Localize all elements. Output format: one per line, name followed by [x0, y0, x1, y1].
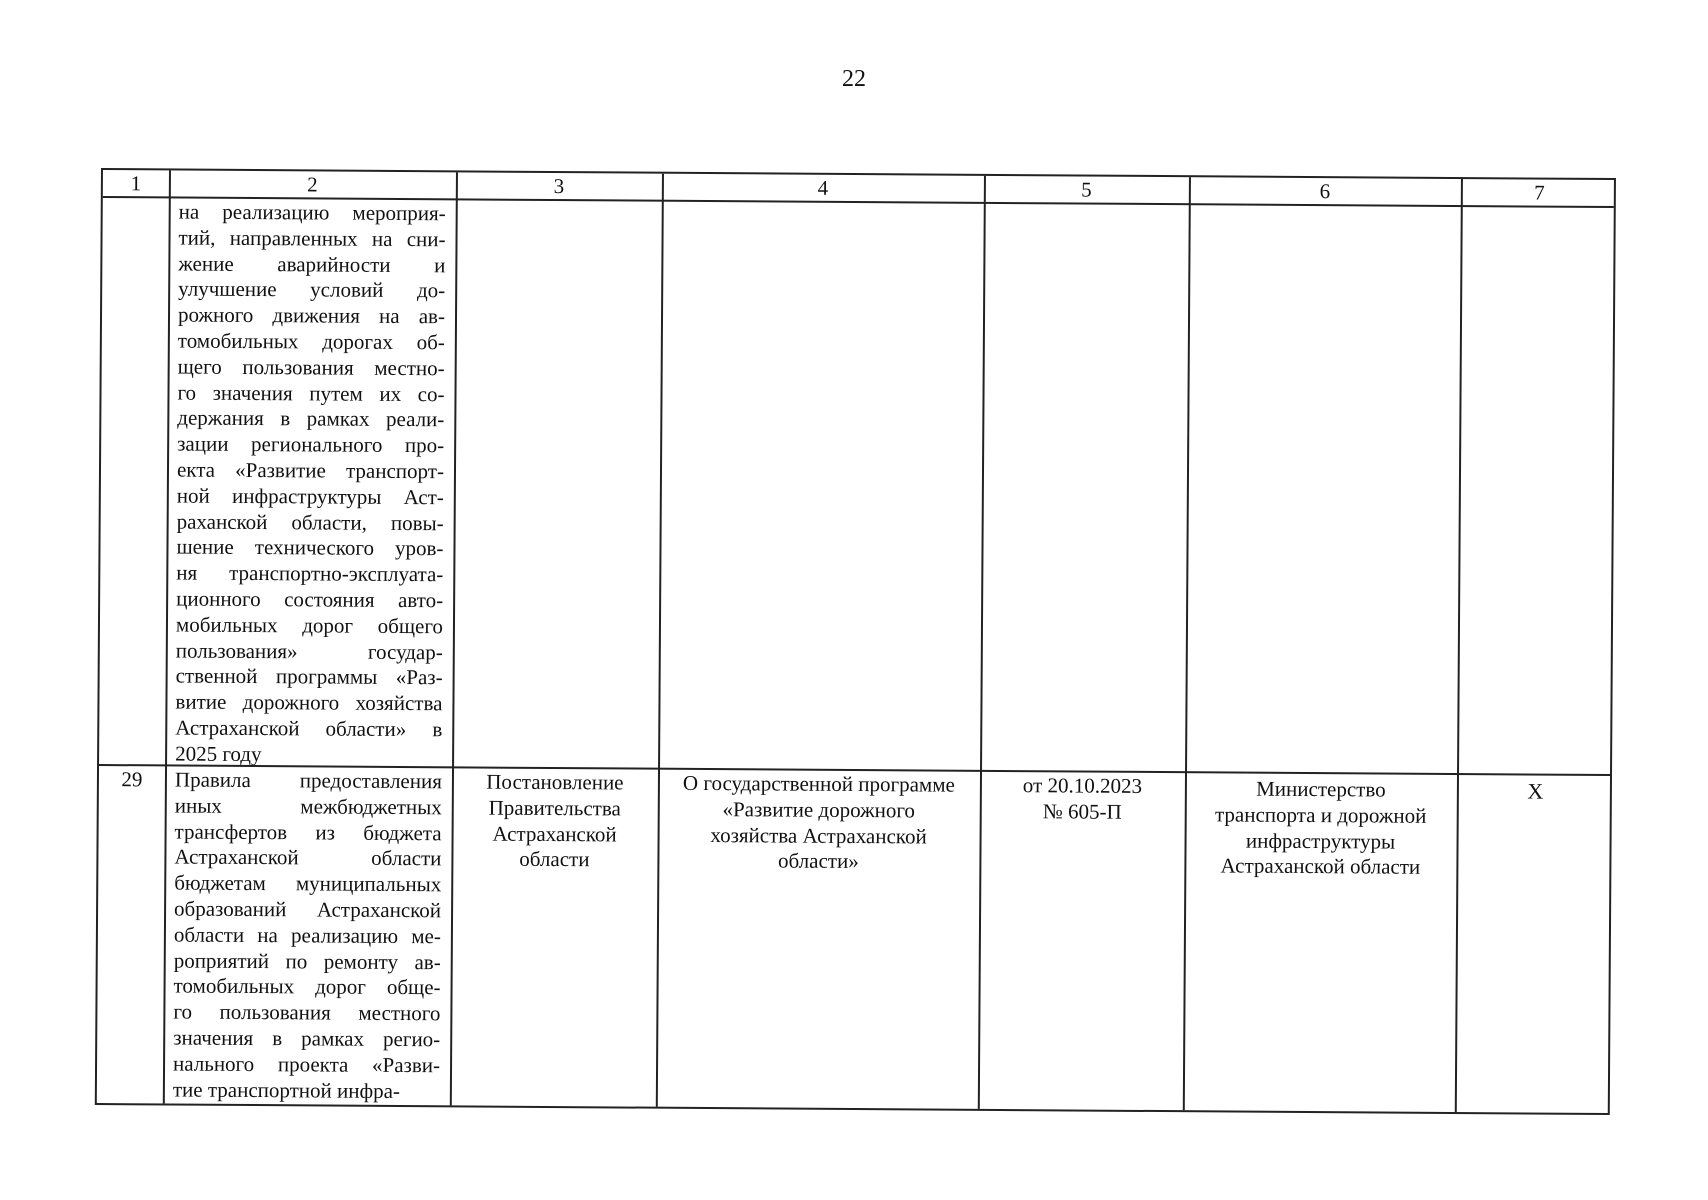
text-line: бюджетам муниципальных: [174, 870, 442, 897]
header-col-4: 4: [817, 175, 829, 200]
text-line: Постановление: [486, 769, 624, 795]
text-line: екта «Развитие транспорт-: [176, 457, 445, 484]
text-line: томобильных дорог обще-: [173, 973, 441, 1000]
text-line: тий, направленных на сни-: [178, 225, 446, 252]
text-line: области»: [777, 848, 859, 874]
text-line: иных межбюджетных: [174, 793, 442, 820]
document-table: [95, 168, 1616, 1115]
text-line: витие дорожного хозяйства: [175, 689, 443, 716]
column-divider: [978, 176, 986, 1109]
text-line: области на реализацию ме-: [173, 922, 441, 949]
text-line: держания в рамках реали-: [177, 405, 445, 432]
text-line: инфраструктуры: [1245, 828, 1396, 854]
row-29-col2-text: [163, 767, 452, 1104]
text-line: хозяйства Астраханской: [710, 822, 927, 849]
text-line: 2025 году: [175, 741, 262, 766]
text-line: области: [519, 847, 590, 872]
text-line: го значения путем их со-: [177, 380, 445, 406]
text-line: улучшение условий до-: [178, 276, 446, 303]
header-col-2: 2: [307, 172, 318, 197]
text-line: томобильных дорогах об-: [177, 328, 445, 355]
text-line: Астраханской области: [174, 844, 442, 871]
column-divider: [656, 174, 664, 1107]
text-line: зации регионального про-: [177, 431, 445, 458]
text-line: Правительства: [488, 795, 621, 821]
text-line: Астраханской области» в: [175, 715, 443, 742]
header-col-5: 5: [1081, 177, 1092, 202]
column-divider: [1455, 179, 1463, 1112]
header-col-3: 3: [553, 174, 565, 199]
text-line: Астраханской: [492, 821, 617, 847]
text-line: мобильных дорог общего: [175, 612, 444, 639]
row-29-responsible-body: [1184, 776, 1457, 881]
text-line: щего пользования местно-: [177, 354, 445, 381]
text-line: нального проекта «Разви-: [172, 1051, 441, 1078]
text-line: тие транспортной инфра-: [172, 1077, 401, 1103]
header-col-6: 6: [1319, 179, 1331, 204]
text-line: от 20.10.2023: [1022, 773, 1143, 798]
text-line: ственной программы «Раз-: [175, 663, 443, 690]
text-line: Астраханской области: [1220, 853, 1421, 880]
text-line: раханской области, повы-: [176, 509, 444, 535]
header-col-1: 1: [130, 171, 142, 196]
text-line: образований Астраханской: [174, 896, 442, 923]
text-line: «Развитие дорожного: [722, 796, 916, 823]
text-line: го пользования местного: [173, 999, 441, 1026]
text-line: № 605-П: [1042, 799, 1122, 824]
text-line: ционного состояния авто-: [176, 586, 444, 613]
row-29-document-title: [657, 771, 980, 876]
row-29-number: 29: [121, 767, 143, 792]
text-line: значения в рамках регио-: [173, 1025, 441, 1052]
column-divider: [1183, 177, 1191, 1110]
text-line: трансфертов из бюджета: [174, 819, 442, 845]
text-line: О государственной программе: [682, 770, 955, 797]
text-line: Министерство: [1256, 776, 1386, 802]
text-line: рожного движения на ав-: [177, 302, 446, 329]
row-29-document-date: [980, 773, 1185, 826]
header-col-7: 7: [1534, 180, 1545, 205]
text-line: роприятий по ремонту ав-: [173, 948, 441, 974]
text-line: транспорта и дорожной: [1214, 802, 1427, 828]
text-line: ня транспортно-эксплуата-: [176, 560, 444, 587]
continued-row-col2-text: [165, 199, 456, 768]
row-29-col7-mark: X: [1527, 778, 1544, 804]
text-line: пользования» государ-: [175, 638, 443, 664]
text-line: шение технического уров-: [176, 534, 444, 561]
page-number: 22: [842, 66, 866, 92]
row-29-document-type: [451, 769, 658, 874]
text-line: на реализацию мероприя-: [178, 199, 446, 226]
text-line: жение аварийности и: [178, 251, 446, 277]
text-line: ной инфраструктуры Аст-: [176, 483, 444, 510]
text-line: Правила предоставления: [174, 767, 443, 794]
